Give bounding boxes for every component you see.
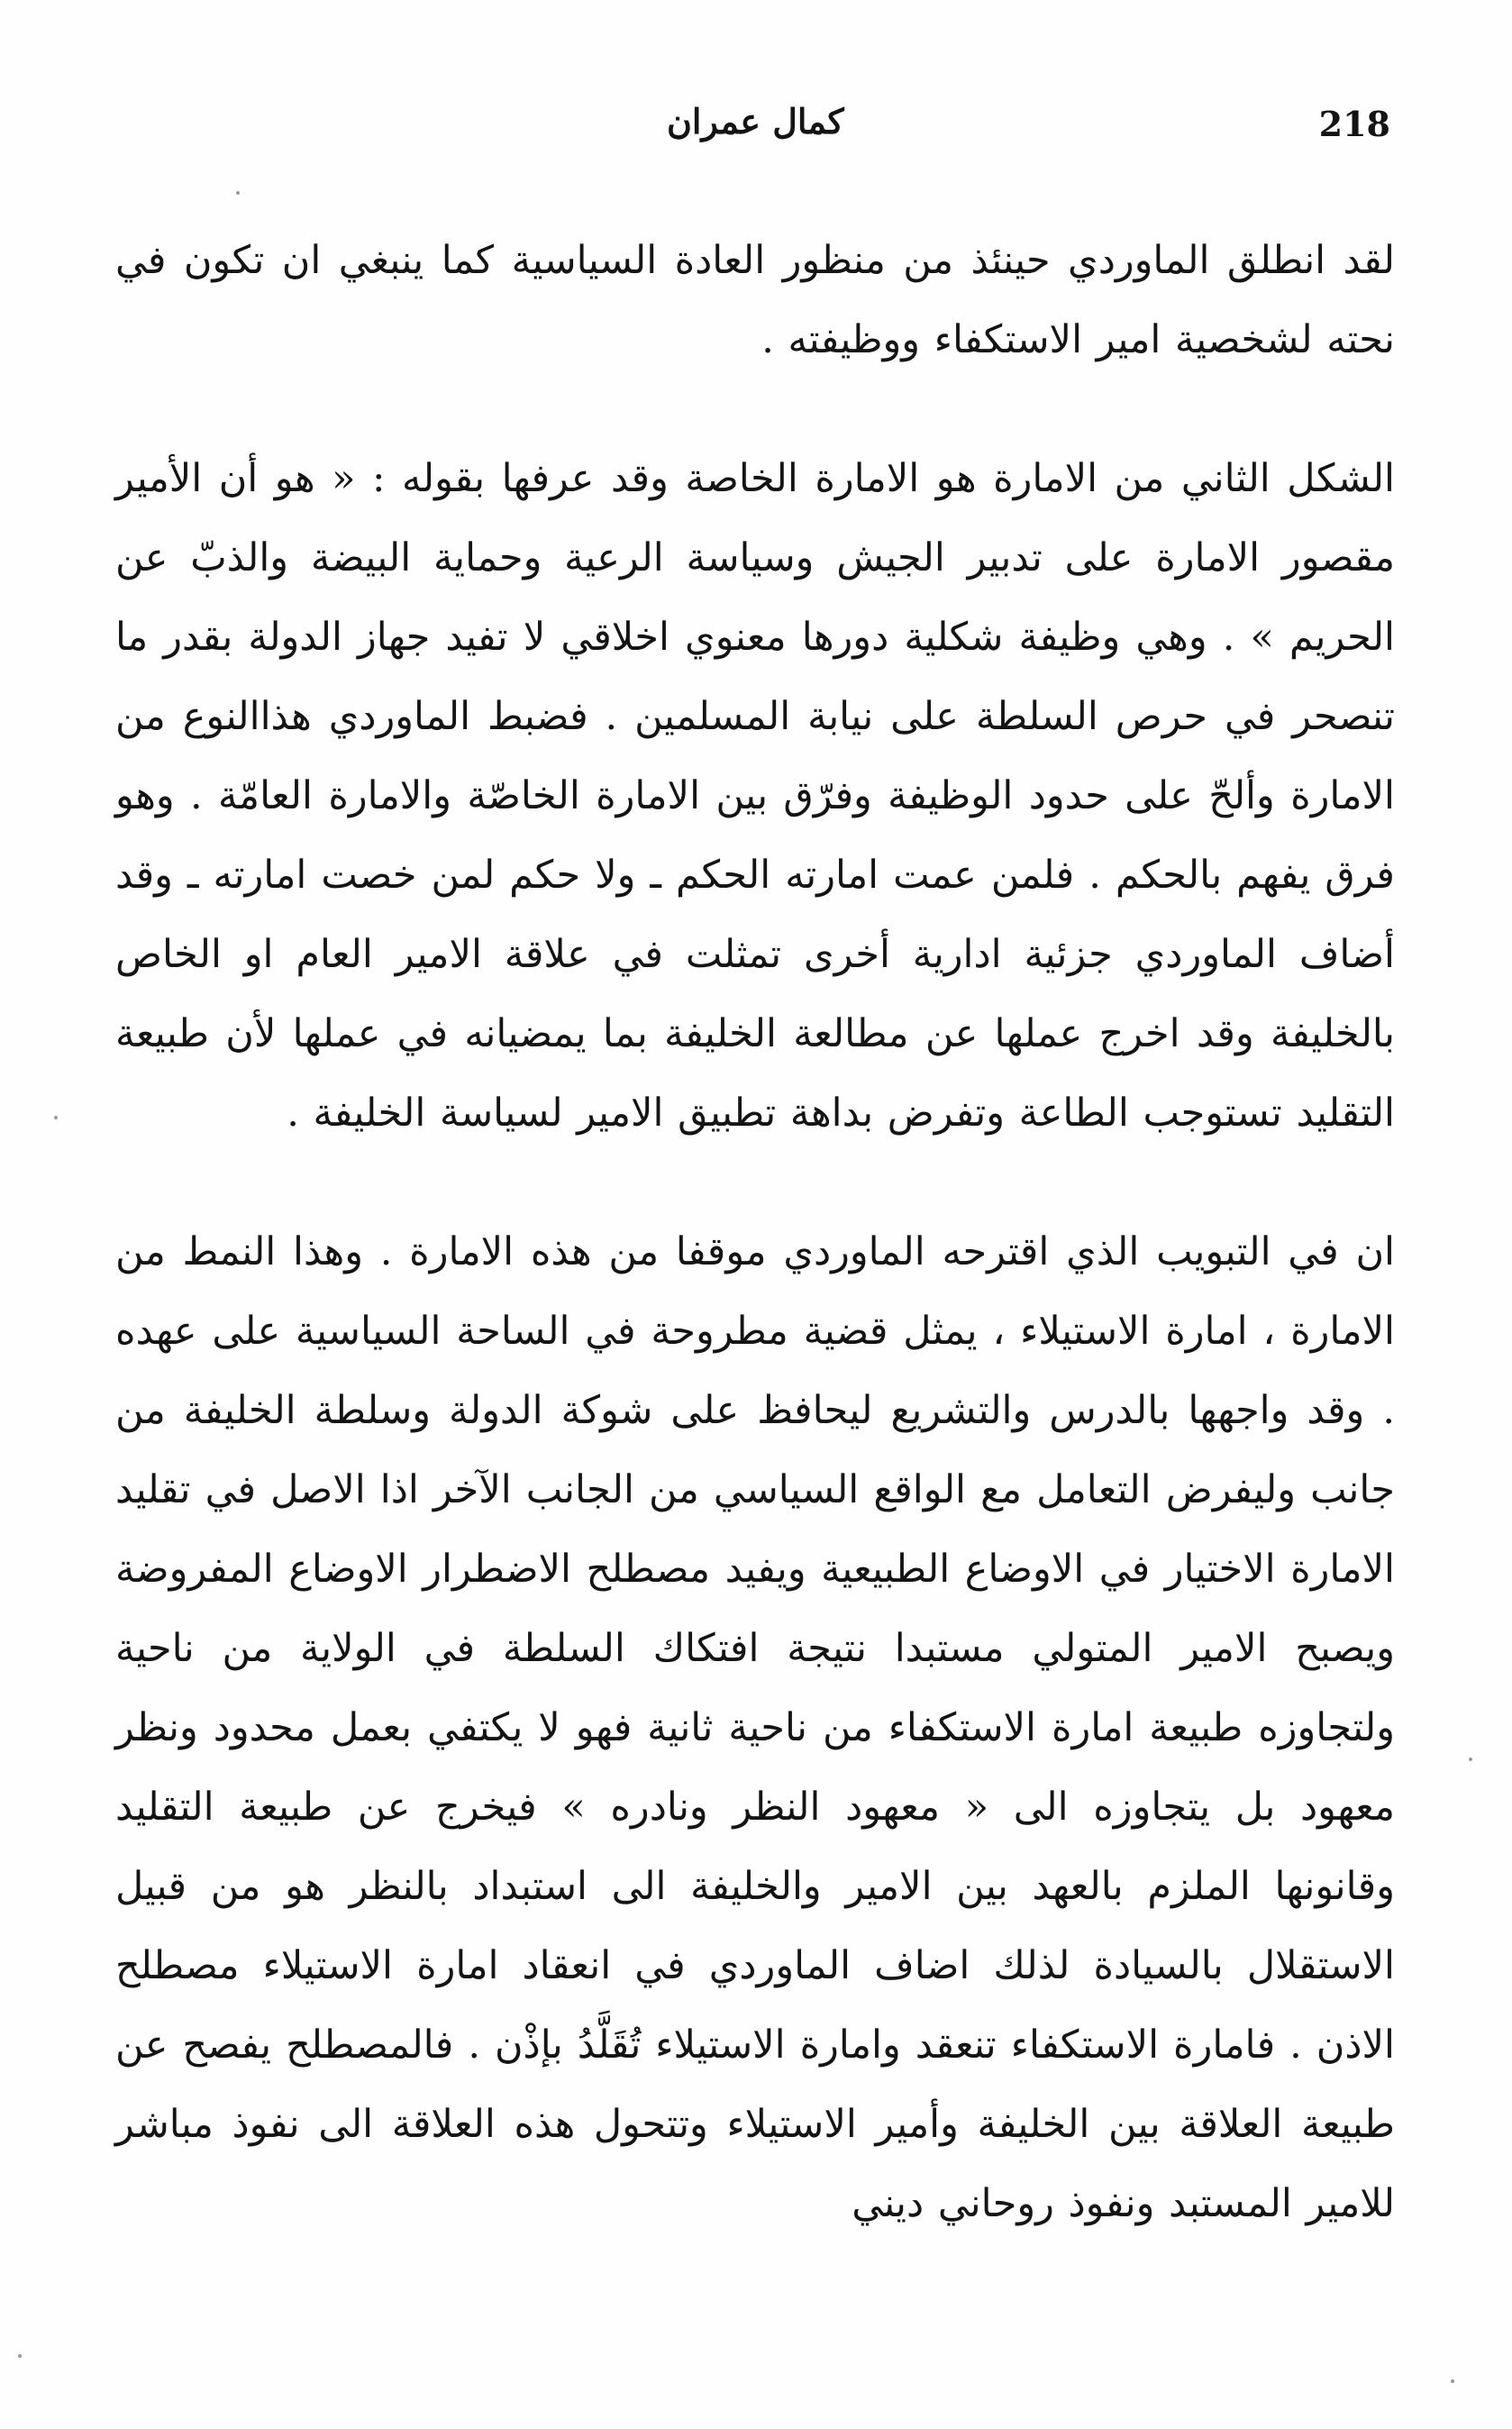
body-text — [115, 221, 1395, 2243]
paragraph-3: ان في التبويب الذي اقترحه الماوردي موقفا من هذه الامارة . وهذا النمط من الامارة ، امارة الاستيلاء ، يمثل قضية مطروحة في الساحة السياسية على عهده . وقد واجهها بالدرس والتشريع ليحافظ على شوكة الدولة وسلطة الخليفة من جانب وليفرض التعامل مع الواقع السياسي من الجانب الآخر اذا الاصل في تقليد الامارة الاختيار في الاوضاع الطبيعية ويفيد مصطلح الاضطرار الاوضاع المفروضة ويصبح الامير المتولي مستبدا نتيجة افتكاك السلطة في الولاية من ناحية ولتجاوزه طبيعة امارة الاستكفاء من ناحية ثانية فهو لا يكتفي بعمل محدود ونظر معهود بل يتجاوزه الى « معهود النظر ونادره » فيخرج عن طبيعة التقليد وقانونها الملزم بالعهد بين الامير والخليفة الى استبداد بالنظر هو من قبيل الاستقلال بالسيادة لذلك اضاف الماوردي في انعقاد امارة الاستيلاء مصطلح الاذن . فامارة الاستكفاء تنعقد وامارة الاستيلاء تُقَلَّدُ بإذْن . فالمصطلح يفصح عن طبيعة العلاقة بين الخليفة وأمير الاستيلاء وتتحول هذه العلاقة الى نفوذ مباشر للامير المستبد ونفوذ روحاني ديني — [115, 1229, 1395, 2226]
scan-speck — [236, 191, 240, 195]
scan-speck — [1451, 2379, 1454, 2383]
scan-speck — [54, 1116, 58, 1119]
scan-speck — [18, 2354, 22, 2358]
page-number: 218 — [1318, 104, 1390, 144]
scan-speck — [1469, 1758, 1472, 1761]
running-header-author: كمال عمران — [667, 101, 844, 142]
paragraph-1: لقد انطلق الماوردي حينئذ من منظور العادة السياسية كما ينبغي ان تكون في نحته لشخصية امير الاستكفاء ووظيفته . — [115, 238, 1395, 362]
paragraph-2: الشكل الثاني من الامارة هو الامارة الخاصة وقد عرفها بقوله : « هو أن الأمير مقصور الامارة على تدبير الجيش وسياسة الرعية وحماية البيضة والذبّ عن الحريم » . وهي وظيفة شكلية دورها معنوي اخلاقي لا تفيد جهاز الدولة بقدر ما تنصحر في حرص السلطة على نيابة المسلمين . فضبط الماوردي هذاالنوع من الامارة وألحّ على حدود الوظيفة وفرّق بين الامارة الخاصّة والامارة العامّة . وهو فرق يفهم بالحكم . فلمن عمت امارته الحكم ـ ولا حكم لمن خصت امارته ـ وقد أضاف الماوردي جزئية ادارية أخرى تمثلت في علاقة الامير العام او الخاص بالخليفة وقد اخرج عملها عن مطالعة الخليفة بما يمضيانه في عملها لأن طبيعة التقليد تستوجب الطاعة وتفرض بداهة تطبيق الامير لسياسة الخليفة . — [115, 456, 1395, 1136]
